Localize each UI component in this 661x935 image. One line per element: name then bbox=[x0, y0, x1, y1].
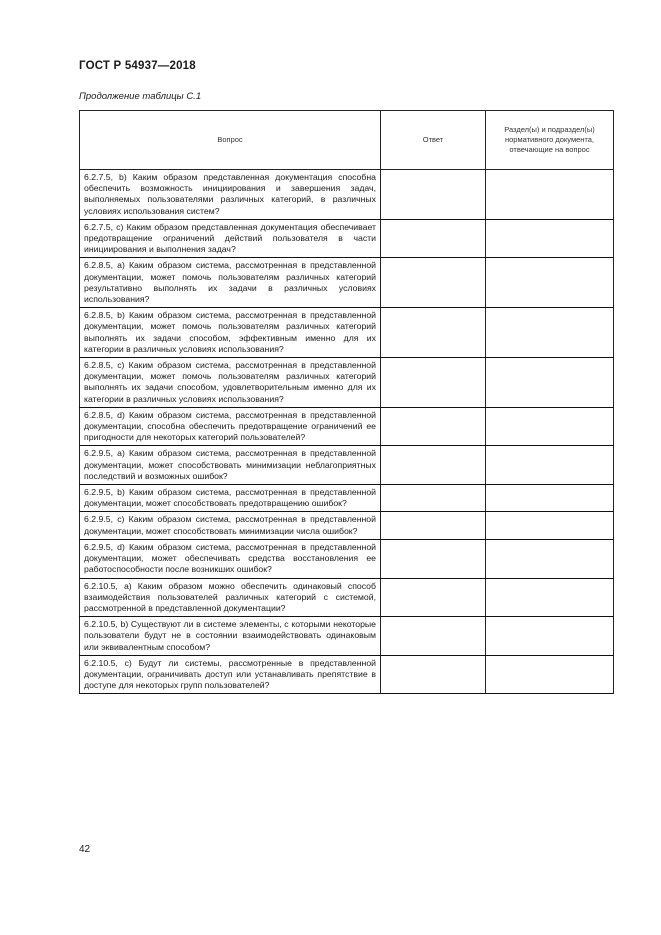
section-cell[interactable] bbox=[486, 512, 614, 539]
table-header-row bbox=[80, 111, 614, 170]
section-cell[interactable] bbox=[486, 578, 614, 617]
question-cell: 6.2.8.5, a) Каким образом система, рассмотренная в представленной документации, может помочь пользователям различных категорий результативно выполнять их задачи в различных условиях использования? bbox=[80, 258, 381, 308]
answer-cell[interactable] bbox=[381, 655, 486, 694]
section-cell[interactable] bbox=[486, 407, 614, 446]
section-cell[interactable] bbox=[486, 446, 614, 485]
section-cell[interactable] bbox=[486, 308, 614, 358]
question-cell: 6.2.10.5, a) Каким образом можно обеспечить одинаковый способ взаимодействия пользователей различных категорий с системой, рассмотренной в представленной документации? bbox=[80, 578, 381, 617]
answer-cell[interactable] bbox=[381, 578, 486, 617]
answer-cell[interactable] bbox=[381, 358, 486, 408]
answer-cell[interactable] bbox=[381, 512, 486, 539]
table-row bbox=[80, 258, 614, 308]
question-cell: 6.2.9.5, c) Каким образом система, рассмотренная в представленной документации, может способствовать минимизации числа ошибок? bbox=[80, 512, 381, 539]
question-cell: 6.2.8.5, d) Каким образом система, рассмотренная в представленной документации, способна обеспечить предотвращение ограничений ее пригодности для некоторых категорий пользователей? bbox=[80, 407, 381, 446]
section-cell[interactable] bbox=[486, 655, 614, 694]
question-cell: 6.2.9.5, b) Каким образом система, рассмотренная в представленной документации, может способствовать предотвращению ошибок? bbox=[80, 485, 381, 512]
table-row bbox=[80, 485, 614, 512]
answer-cell[interactable] bbox=[381, 258, 486, 308]
section-cell[interactable] bbox=[486, 539, 614, 578]
question-cell: 6.2.8.5, c) Каким образом система, рассмотренная в представленной документации, может помочь пользователям различных категорий выполнять их задачи способом, удовлетворительным именно для их категории в различных условиях использования? bbox=[80, 358, 381, 408]
section-cell[interactable] bbox=[486, 170, 614, 220]
document-code: ГОСТ Р 54937—2018 bbox=[79, 60, 196, 72]
table-row bbox=[80, 170, 614, 220]
answer-cell[interactable] bbox=[381, 539, 486, 578]
answer-cell[interactable] bbox=[381, 485, 486, 512]
column-header-section: Раздел(ы) и подраздел(ы) нормативного документа, отвечающие на вопрос bbox=[486, 111, 614, 170]
answer-cell[interactable] bbox=[381, 407, 486, 446]
section-cell[interactable] bbox=[486, 219, 614, 258]
section-cell[interactable] bbox=[486, 617, 614, 656]
table-row bbox=[80, 407, 614, 446]
page-number: 42 bbox=[79, 844, 91, 855]
table-row bbox=[80, 358, 614, 408]
table-row bbox=[80, 655, 614, 694]
question-cell: 6.2.7.5, c) Каким образом представленная документация обеспечивает предотвращение ограничений действий пользователя в части инициирования и выполнения задач? bbox=[80, 219, 381, 258]
answer-cell[interactable] bbox=[381, 219, 486, 258]
answer-cell[interactable] bbox=[381, 170, 486, 220]
answer-cell[interactable] bbox=[381, 617, 486, 656]
question-cell: 6.2.10.5, b) Существуют ли в системе элементы, с которыми некоторые пользователи будут не в состоянии взаимодействовать одинаковым или эквивалентным способом? bbox=[80, 617, 381, 656]
table-row bbox=[80, 512, 614, 539]
section-cell[interactable] bbox=[486, 258, 614, 308]
table-row bbox=[80, 219, 614, 258]
question-cell: 6.2.10.5, c) Будут ли системы, рассмотренные в представленной документации, ограничивать доступ или устанавливать препятствие в доступе для некоторых групп пользователей? bbox=[80, 655, 381, 694]
column-header-answer: Ответ bbox=[381, 111, 486, 170]
table-row bbox=[80, 578, 614, 617]
table-row bbox=[80, 617, 614, 656]
question-cell: 6.2.7.5, b) Каким образом представленная документация способна обеспечить возможность инициирования и завершения задач, выполняемых пользователями различных категорий, в различных условиях использования систем? bbox=[80, 170, 381, 220]
answer-cell[interactable] bbox=[381, 446, 486, 485]
section-cell[interactable] bbox=[486, 358, 614, 408]
table-caption: Продолжение таблицы С.1 bbox=[79, 91, 202, 102]
question-cell: 6.2.9.5, a) Каким образом система, рассмотренная в представленной документации, может способствовать минимизации неблагоприятных последствий и возможных ошибок? bbox=[80, 446, 381, 485]
section-cell[interactable] bbox=[486, 485, 614, 512]
questions-table bbox=[79, 110, 614, 694]
question-cell: 6.2.9.5, d) Каким образом система, рассмотренная в представленной документации, может обеспечивать средства восстановления ее работоспособности после возникших ошибок? bbox=[80, 539, 381, 578]
table-row bbox=[80, 446, 614, 485]
answer-cell[interactable] bbox=[381, 308, 486, 358]
table-row bbox=[80, 308, 614, 358]
column-header-question: Вопрос bbox=[80, 111, 381, 170]
table-row bbox=[80, 539, 614, 578]
question-cell: 6.2.8.5, b) Каким образом система, рассмотренная в представленной документации, может помочь пользователям различных категорий выполнять их задачи способом, эффективным именно для их категории в различных условиях использования? bbox=[80, 308, 381, 358]
